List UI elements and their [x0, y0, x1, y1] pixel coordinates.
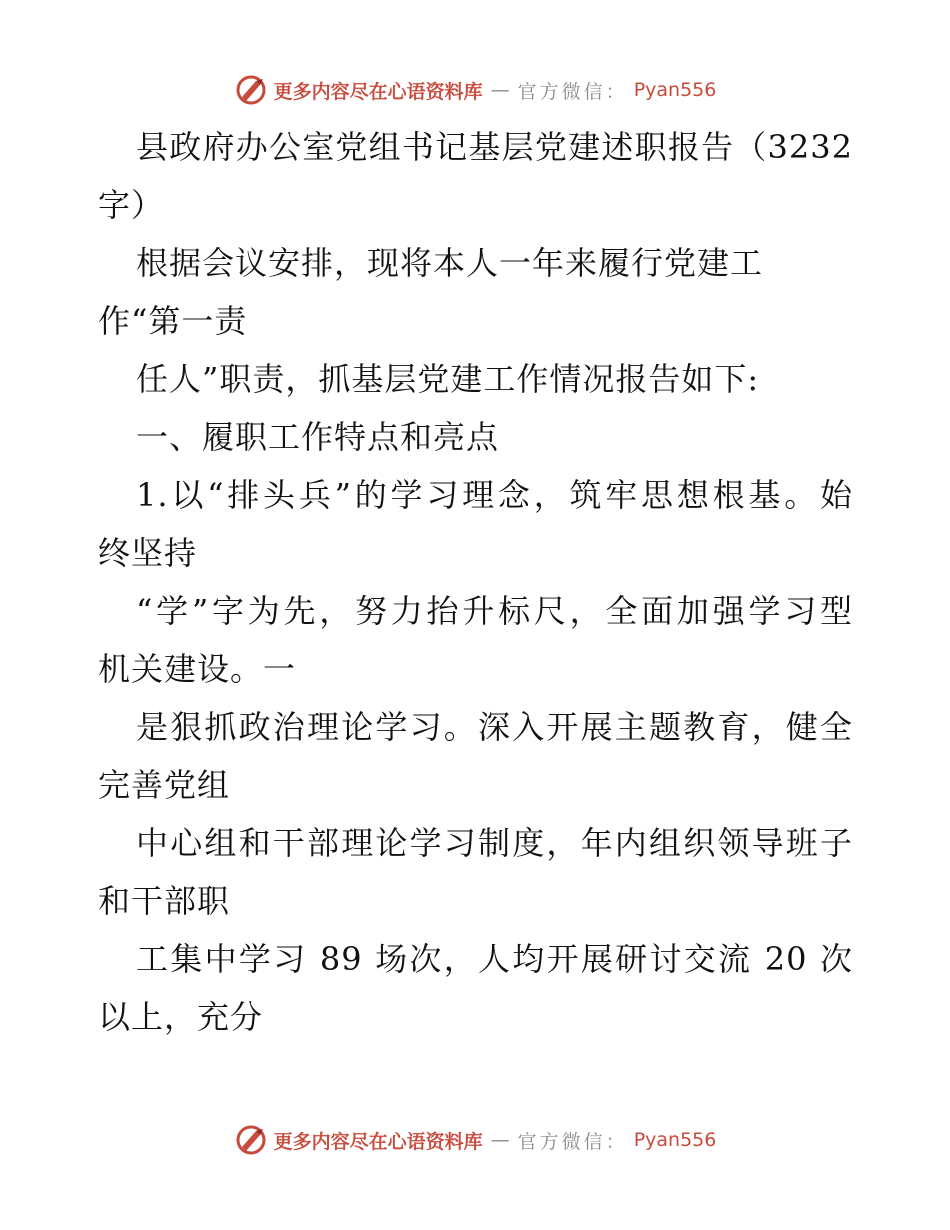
text-line: 终坚持: [98, 534, 198, 572]
watermark-brand: 更多内容尽在心语资料库: [273, 80, 483, 103]
watermark-handle: Pyan556: [633, 1129, 717, 1151]
header-watermark: [0, 70, 950, 110]
text-line: 任人”职责，抓基层党建工作情况报告如下:: [136, 360, 760, 398]
watermark-separator: —: [490, 1129, 510, 1151]
document-title: 县政府办公室党组书记基层党建述职报告（3232: [136, 128, 853, 166]
text-line: 是狠抓政治理论学习。深入开展主题教育，健全: [136, 708, 853, 746]
text-line: 完善党组: [98, 766, 231, 804]
watermark-brand: 更多内容尽在心语资料库: [273, 1130, 483, 1153]
footer-watermark: [0, 1120, 950, 1160]
text-line: 作“第一责: [98, 302, 248, 340]
text-line: 字）: [98, 186, 165, 224]
section-heading: 一、履职工作特点和亮点: [136, 418, 500, 456]
text-line: 1.以“排头兵”的学习理念，筑牢思想根基。始: [136, 476, 853, 514]
watermark-separator: —: [490, 79, 510, 101]
watermark-official: 官方微信：: [517, 80, 628, 103]
text-line: “学”字为先，努力抬升标尺，全面加强学习型: [136, 592, 853, 630]
pen-circle-logo-icon: [234, 1123, 268, 1157]
text-line: 和干部职: [98, 882, 231, 920]
text-line: 工集中学习 89 场次，人均开展研讨交流 20 次: [136, 940, 853, 978]
watermark-handle: Pyan556: [633, 79, 717, 101]
text-line: 机关建设。一: [98, 650, 297, 688]
pen-circle-logo-icon: [234, 73, 268, 107]
text-line: 中心组和干部理论学习制度，年内组织领导班子: [136, 824, 853, 862]
document-body: [98, 118, 853, 1046]
text-line: 根据会议安排，现将本人一年来履行党建工: [136, 244, 764, 282]
watermark-official: 官方微信：: [517, 1130, 628, 1153]
text-line: 以上，充分: [98, 998, 264, 1036]
